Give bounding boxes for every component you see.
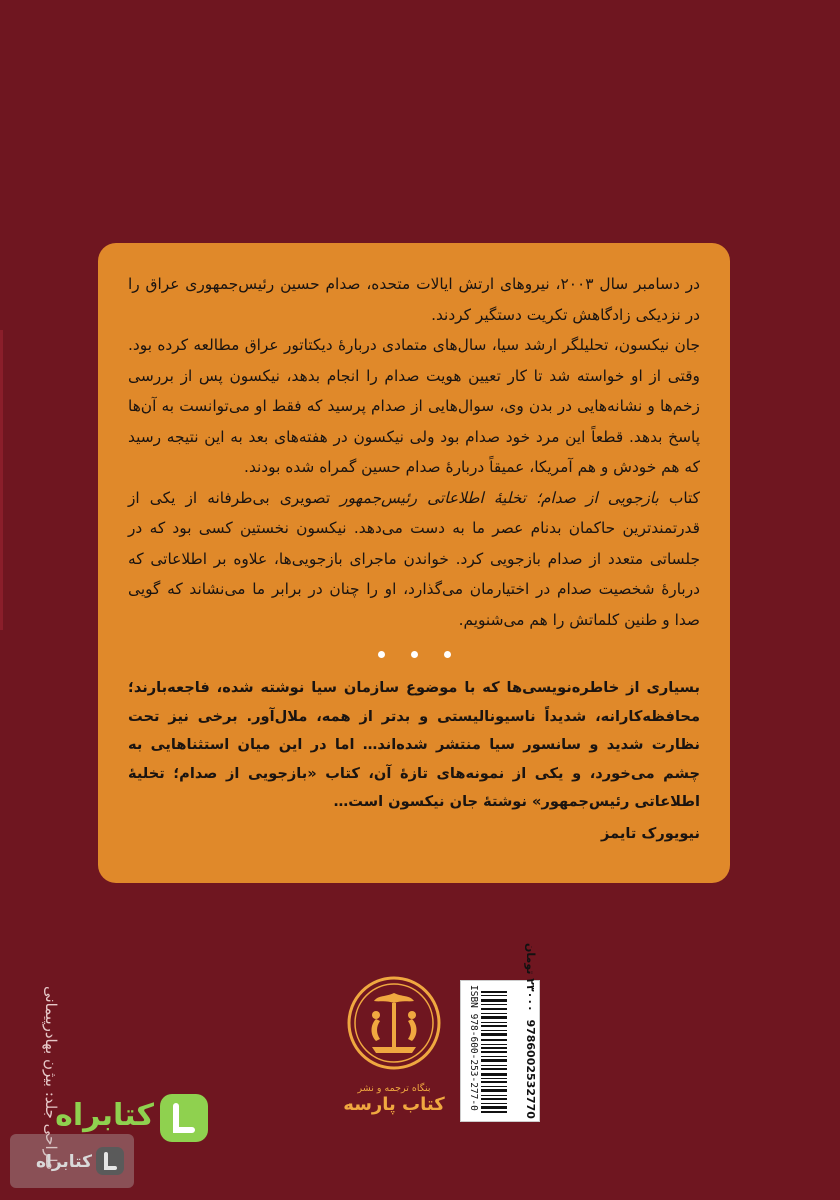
- ketabrah-small-logo-icon: [94, 1145, 126, 1177]
- synopsis-paragraph-3: [128, 483, 700, 636]
- divider-dot: [444, 651, 451, 658]
- book-price: ۲۳۰۰۰ تومان: [524, 943, 537, 1012]
- synopsis-paragraph-2: جان نیکسون، تحلیلگر ارشد سیا، سال‌های متمادی دربارهٔ دیکتاتور عراق مطالعه کرده بود. وقتی از او خواسته شد تا کار تعیین هویت صدام را انجام بدهد، نیکسون پس از بررسی زخم‌ها و نشانه‌هایی در بدن وی، سوال‌هایی از صدام پرسید که فقط او می‌توانست به آن‌ها پاسخ بدهد. قطعاً این مرد خود صدام بود ولی نیکسون در هفته‌های بعد به این نتیجه رسید که هم خودش و هم آمریکا، عمیقاً دربارهٔ صدام حسین گمراه شده بودند.: [128, 336, 700, 476]
- publisher-name: کتاب پارسه: [343, 1094, 445, 1115]
- publisher-logo-icon: [346, 975, 442, 1071]
- synopsis-panel: [98, 243, 730, 883]
- synopsis-p3-prefix: کتاب: [658, 488, 700, 507]
- synopsis-book-title: بازجویی از صدام؛ تخلیهٔ اطلاعاتی رئیس‌جمهور: [340, 488, 659, 507]
- barcode-digits: 9786002532770: [524, 1019, 537, 1119]
- designer-signature: طراحی جلد: بیژن بهادر‌پیمانی: [42, 986, 60, 1170]
- review-source: نیویورک تایمز: [601, 824, 700, 842]
- ketabrah-logo-icon: [156, 1090, 212, 1146]
- review-quote: بسیاری از خاطره‌نویسی‌ها که با موضوع سازمان سیا نوشته شده، فاجعه‌بارند؛ محافظه‌کارانه، شدیداً ناسیونالیستی و بدتر از همه، ملال‌آور. برخی نیز تحت نظارت شدید و سانسور سیا منتشر شده‌اند… اما در این میان استثناهایی به چشم می‌خورد، و یکی از نمونه‌های تازهٔ آن، کتاب «بازجویی از صدام؛ تخلیهٔ اطلاعاتی رئیس‌جمهور» نوشتهٔ جان نیکسون است…: [128, 679, 700, 810]
- small-watermark-text: کتابراه: [35, 1152, 92, 1172]
- publisher-block: [338, 975, 450, 1115]
- isbn-number: ISBN 978-600-253-277-0: [468, 985, 479, 1111]
- divider-dot: [378, 651, 385, 658]
- barcode-icon: [481, 989, 507, 1115]
- watermark-text: کتابراه: [55, 1098, 154, 1133]
- divider-dot: [411, 651, 418, 658]
- section-divider: [128, 643, 700, 662]
- spine-edge-line: [0, 330, 3, 630]
- ketabrah-small-watermark: [10, 1134, 134, 1188]
- synopsis-paragraph-1: در دسامبر سال ۲۰۰۳، نیروهای ارتش ایالات متحده، صدام حسین رئیس‌جمهوری عراق را در نزدیکی زادگاهش تکریت دستگیر کردند.: [128, 275, 700, 324]
- publisher-label: بنگاه ترجمه و نشر: [357, 1083, 431, 1094]
- synopsis-p3-rest: تصویری بی‌طرفانه از یکی از قدرتمندترین حاکمان بدنام عصر ما به دست می‌دهد. نیکسون نخستین کسی بود که در جلساتی متعدد از صدام بازجویی کرد. خواندن ماجرای بازجویی‌ها، علاوه بر اطلاعاتی که دربارهٔ شخصیت صدام در اختیارمان می‌گذارد، او را چنان در برابر ما می‌نشاند که گویی صدا و طنین کلماتش را هم می‌شنویم.: [128, 488, 700, 629]
- isbn-barcode-box: [460, 943, 540, 1122]
- price-label: [509, 943, 537, 1119]
